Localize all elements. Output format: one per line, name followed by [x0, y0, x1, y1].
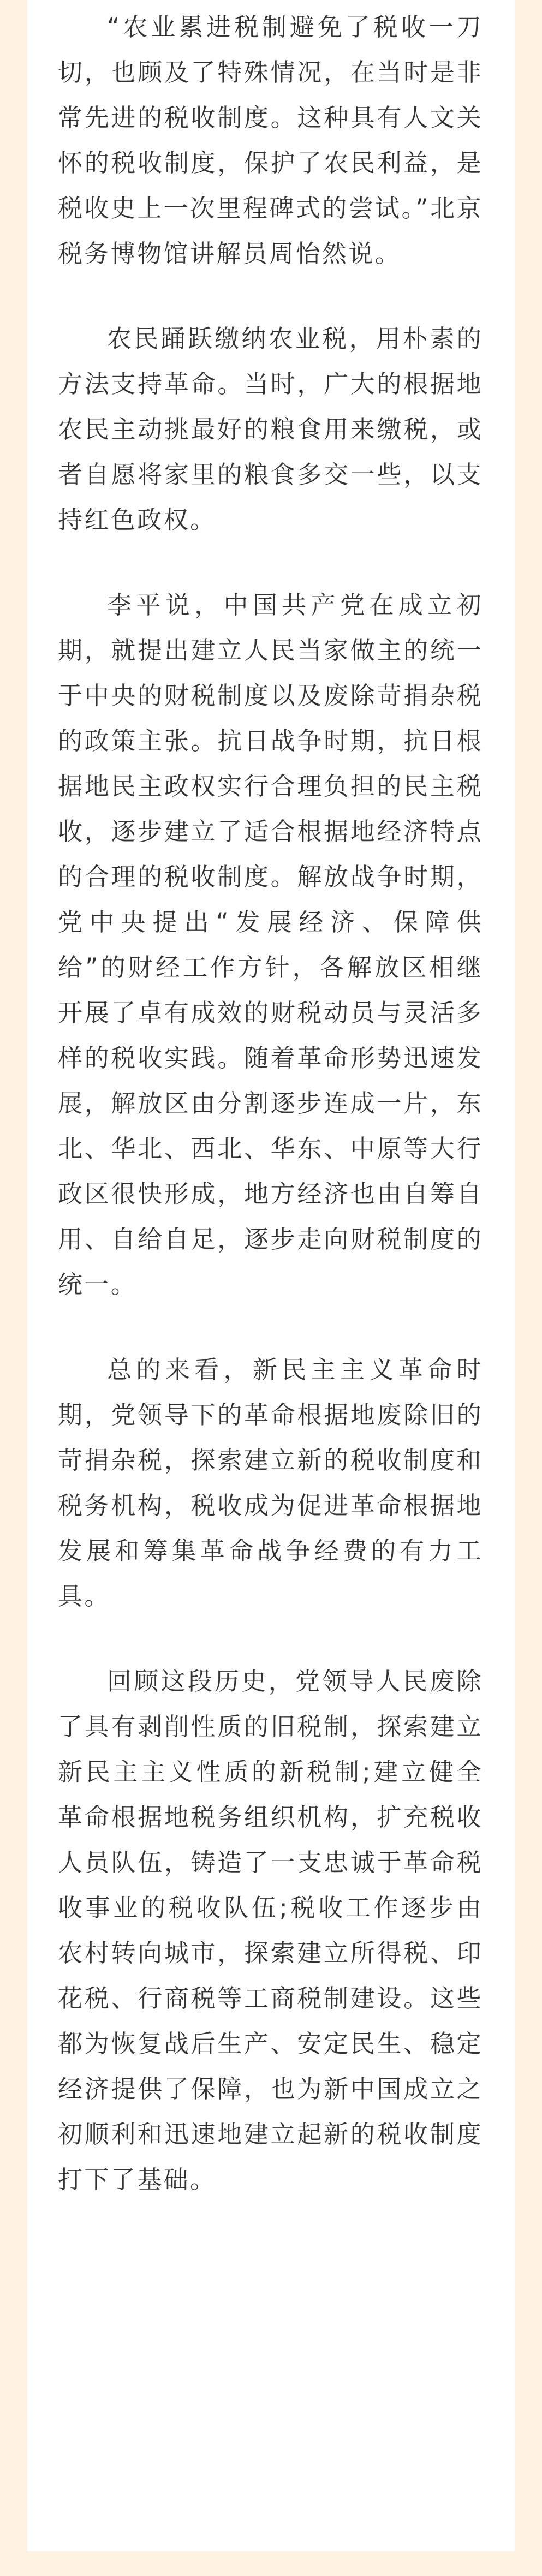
paragraph-spacer	[27, 1619, 515, 1659]
paragraph-5: 回顾这段历史，党领导人民废除了具有剥削性质的旧税制，探索建立新民主主义性质的新税制;建立健全革命根据地税务组织机构，扩充税收人员队伍，铸造了一支忠诚于革命税收事业的税收队伍;税收工作逐步由农村转向城市，探索建立所得税、印花税、行商税等工商税制建设。这些都为恢复战后生产、安定民生、稳定经济提供了保障，也为新中国成立之初顺利和迅速地建立起新的税收制度打下了基础。	[58, 1667, 483, 2194]
article-card	[27, 0, 515, 2551]
paragraph-spacer	[27, 1307, 515, 1347]
paragraph-3: 李平说，中国共产党在成立初期，就提出建立人民当家做主的统一于中央的财税制度以及废除苛捐杂税的政策主张。抗日战争时期，抗日根据地民主政权实行合理负担的民主税收，逐步建立了适合根据地经济特点的合理的税收制度。解放战争时期，党中央提出“发展经济、保障供给”的财经工作方针，各解放区相继开展了卓有成效的财税动员与灵活多样的税收实践。随着革命形势迅速发展，解放区由分割逐步连成一片，东北、华北、西北、华东、中原等大行政区很快形成，地方经济也由自筹自用、自给自足，逐步走向财税制度的统一。	[58, 591, 483, 1299]
paragraph-spacer	[27, 542, 515, 582]
paragraph-1: “农业累进税制避免了税收一刀切，也顾及了特殊情况，在当时是非常先进的税收制度。这种具有人文关怀的税收制度，保护了农民利益，是税收史上一次里程碑式的尝试。”北京税务博物馆讲解员周怡然说。	[58, 13, 483, 268]
paragraph-spacer	[27, 276, 515, 316]
paragraph-2: 农民踊跃缴纳农业税，用朴素的方法支持革命。当时，广大的根据地农民主动挑最好的粮食用来缴税，或者自愿将家里的粮食多交一些，以支持红色政权。	[58, 324, 483, 534]
paragraph-4: 总的来看，新民主主义革命时期，党领导下的革命根据地废除旧的苛捐杂税，探索建立新的税收制度和税务机构，税收成为促进革命根据地发展和筹集革命战争经费的有力工具。	[58, 1355, 483, 1611]
